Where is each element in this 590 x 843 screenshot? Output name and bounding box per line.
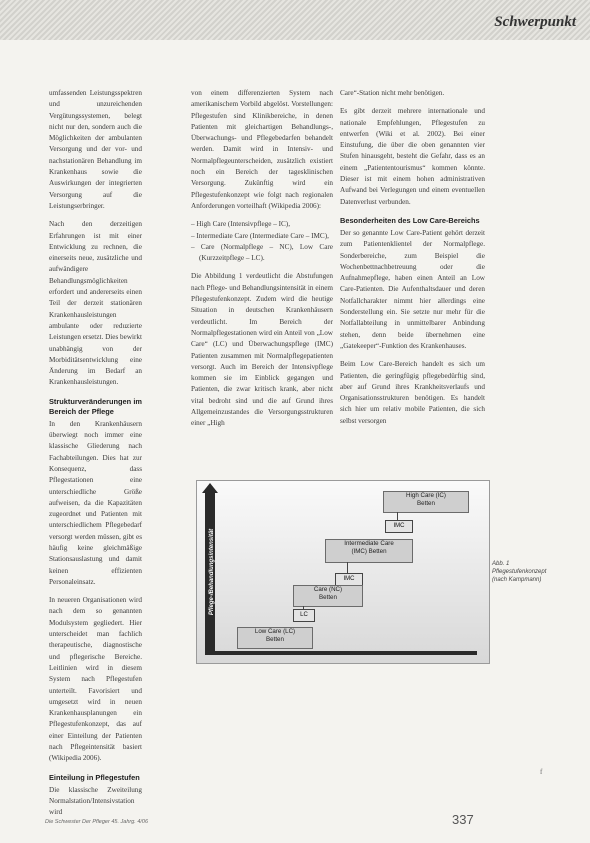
list-item: – High Care (Intensivpflege – IC), bbox=[191, 220, 291, 229]
figure-caption bbox=[492, 560, 572, 584]
paragraph: Die klassische Zweiteilung Normalstation/Intensivstation wird bbox=[49, 785, 142, 817]
step-low-care bbox=[237, 627, 313, 649]
paragraph: von einem differenzierten System nach amerikanischem Vorbild abgelöst. Vorstellungen: Pflegestufen sind Klinikbereiche, in denen Patienten mit gleichartigen Behandlungs-, Überwachungs- und Pflegebedarfen behandelt werden. Damit wird in Intensiv- und Normalpflegeunterscheiden, zusätzlich existiert noch ein Bereich der tagesklinischen Versorgung. Zukünftig wird ein Pflegestufenkonzept wie folgt nach regionalen Anforderungen vorteilhaft (Wikipedia 2006): bbox=[191, 89, 333, 210]
step-sub: Betten bbox=[319, 593, 337, 601]
column-1 bbox=[49, 88, 142, 826]
paragraph: Care“-Station nicht mehr benötigen. bbox=[340, 89, 445, 97]
margin-mark: f bbox=[540, 768, 543, 776]
step-sub: Betten bbox=[266, 635, 284, 643]
connector-label: IMC bbox=[335, 573, 363, 586]
paragraph: In neueren Organisationen wird nach dem so genannten Modulsystem gegliedert. Hier unterscheidet man fachlich therapeutische, diagnostische und pflegerische Bereiche. Leitlinien wird in diesem System nach Pflegestufen unterteilt. Favorisiert und umgesetzt wird in neuen Krankenhausplanungen ein Pflegestufenkonzept, das auf einer Einteilung der Patienten nach Pflegeintensität basiert (Wikipedia 2006). bbox=[49, 596, 142, 763]
connector-line bbox=[397, 512, 398, 520]
paragraph: Nach den derzeitigen Erfahrungen ist mit einer Entwicklung zu rechnen, die einerseits neue, zusätzliche und aufwändigere Behandlungsmöglichkeiten erfordert und andererseits einen Teil der derzeit stationären Krankenhausleistungen ambulante oder reduzierte Leistungen ersetzt. Dies bewirkt unabhängig von der Morbiditätsentwicklung eine Änderung im Bedarf an Krankenhausleistungen. bbox=[49, 220, 143, 387]
paragraph: Der so genannte Low Care-Patient gehört derzeit zum Patientenklientel der Normalpflege. Sonderbereiche, zum Beispiel die Wochenbettnachbetreuung oder die Aufnahmepflege, haben einen Anteil an Low Care-Patienten. Die Aufenthaltsdauer und deren Notfallcharakter nimmt hier allerdings eine Sonderstellung ein. Sie setzte nur mehr für die Notfallabteilung in unmittelbarer Anbindung stehen, denn beide übernehmen eine „Gatekeeper“-Funktion des Krankenhauses. bbox=[340, 228, 485, 350]
paragraph: Es gibt derzeit mehrere internationale und nationale Empfehlungen, Pflegestufen zu entwerfen (Wiki et al. 2002). Bei einer Einstufung, die über die oben genannten vier Stufen hinausgeht, besteht die Gefahr, dass es an einem „Patiententourismus“ kommen könnte. Dieser ist mit einem hohen administrativen Aufwand bei Verlegungen und einem eventuellen Datenverlust verbunden. bbox=[340, 107, 485, 206]
paragraph: umfassenden Leistungsspektren und unzureichenden Vergütungssystemen, belegt nicht nur den, sondern auch die Möglichkeiten der ambulanten Versorgung und der vor- und nachstationären Behandlung im Krankenhaus sowie die Auswirkungen der integrierten Versorgung auf die Leistungserbringer. bbox=[49, 89, 142, 210]
step-care bbox=[293, 585, 363, 607]
paragraph: Beim Low Care-Bereich handelt es sich um Patienten, die geringfügig pflegebedürftig sind, aber auf Grund ihres Krankheitsverlaufs und Organisationsstrukturen benötigen. Es handelt sich hier um relativ mobile Patienten, die sich selbst versorgen bbox=[340, 360, 485, 425]
column-2 bbox=[191, 88, 333, 437]
step-title: Intermediate Care bbox=[344, 540, 394, 547]
section-heading: Einteilung in Pflegestufen bbox=[49, 772, 140, 782]
care-level-list bbox=[191, 219, 333, 264]
section-heading: Strukturveränderungen im Bereich der Pflege bbox=[49, 396, 142, 416]
section-rubric: Schwerpunkt bbox=[494, 14, 576, 30]
paragraph: In den Krankenhäusern überwiegt noch immer eine klassische Gliederung nach Fachabteilungen. Dies hat zur Konsequenz, dass Pflegestationen eine unterschiedliche Größe aufweisen, da die Kapazitäten zugeordnet und Patienten mit unterschiedlichem Pflegebedarf versorgt werden müssen, gibt es häufig keine gleichmäßige Stationsauslastung und damit keinen effizienten Personaleinsatz. bbox=[49, 419, 142, 586]
step-intermediate-care bbox=[325, 539, 413, 563]
caption-source: (nach Kampmann) bbox=[492, 577, 542, 583]
caption-title: Pflegestufenkonzept bbox=[492, 569, 547, 575]
list-item: – Care (Normalpflege – NC), Low Care (Kurzzeitpflege – LC). bbox=[191, 242, 333, 263]
connector-line bbox=[347, 562, 348, 573]
step-title: High Care (IC) bbox=[406, 492, 446, 499]
column-3 bbox=[340, 88, 485, 434]
step-sub: (IMC) Betten bbox=[351, 547, 387, 555]
step-title: Care (NC) bbox=[313, 586, 343, 593]
list-item: – Intermediate Care (Intermediate Care – IMC), bbox=[191, 231, 329, 240]
step-title: Low Care (LC) bbox=[254, 628, 296, 635]
y-axis-bar bbox=[205, 491, 215, 651]
paragraph: Die Abbildung 1 verdeutlicht die Abstufungen nach Pflege- und Behandlungsintensität in einem Pflegestufenkonzept. Zudem wird die heutige Situation in deutschen Krankenhäusern verdeutlicht. Im Bereich der Normalpflegestationen wird ein Anteil von „Low Care“ (LC) und Überwachungspflege (IMC) Patienten zusammen mit Normalpflegepatienten versorgt. Auch im Bereich der Intensivpflege kommen sie im Einblick gegangen und Patienten, die zwar kritisch krank, aber nicht vital bedroht sind und die auf Grund ihres Allgemeinzustandes die Versorgungsstrukturen einer „High bbox=[191, 272, 333, 428]
step-sub: Betten bbox=[417, 499, 435, 507]
care-level-diagram bbox=[196, 480, 490, 664]
y-axis-label: Pflege-/Behandlungsintensität bbox=[209, 528, 215, 616]
step-high-care bbox=[383, 491, 469, 513]
connector-label: LC bbox=[293, 609, 315, 622]
x-axis-bar bbox=[205, 651, 477, 655]
connector-label: IMC bbox=[385, 520, 413, 533]
footer-journal: Die Schwester Der Pfleger 45. Jahrg. 4/06 bbox=[45, 819, 149, 825]
caption-label: Abb. 1 bbox=[492, 561, 510, 567]
section-heading: Besonderheiten des Low Care-Bereichs bbox=[340, 215, 480, 225]
page-number: 337 bbox=[452, 812, 474, 827]
